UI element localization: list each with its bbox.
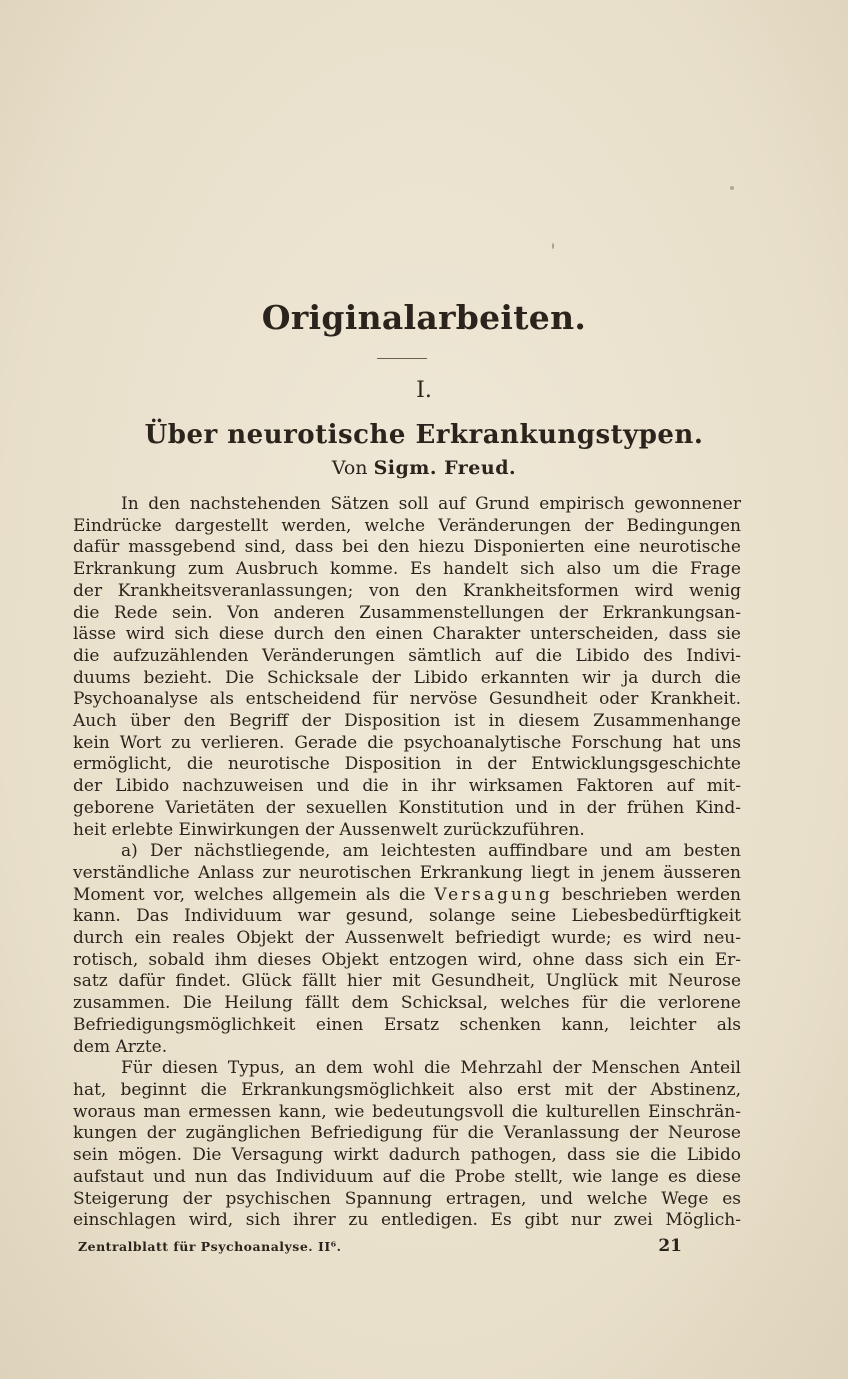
text-line: lässe wird sich diese durch den einen Charakter unterscheiden, dass sie — [73, 624, 741, 645]
author-name: Sigm. Freud. — [373, 457, 517, 479]
text-line: zusammen. Die Heilung fällt dem Schicksal, welches für die verlorene — [73, 993, 741, 1014]
paper-speck — [730, 186, 734, 190]
text-line: hat, beginnt die Erkrankungsmöglichkeit also erst mit der Abstinenz, — [73, 1079, 741, 1100]
text-line: Steigerung der psychischen Spannung ertragen, und welche Wege es — [73, 1188, 741, 1209]
text-line: heit erlebte Einwirkungen der Aussenwelt zurückzuführen. — [73, 819, 585, 840]
emphasized-term: Versagung — [434, 884, 553, 905]
text-line: kann. Das Individuum war gesund, solange seine Liebesbedürftigkeit — [73, 906, 741, 927]
text-line: Eindrücke dargestellt werden, welche Veränderungen der Bedingungen — [73, 515, 741, 536]
section-title: Originalarbeiten. — [261, 298, 587, 337]
paragraph — [73, 1058, 741, 1232]
text-line: duums bezieht. Die Schicksale der Libido erkannten wir ja durch die — [73, 667, 741, 688]
journal-reference: Zentralblatt für Psychoanalyse. II⁶. — [78, 1239, 342, 1254]
text-line: die Rede sein. Von anderen Zusammenstellungen der Erkrankungsan- — [73, 602, 741, 623]
divider-rule — [377, 358, 427, 359]
text-line: einschlagen wird, sich ihrer zu entledigen. Es gibt nur zwei Möglich- — [73, 1210, 741, 1231]
text-line: Erkrankung zum Ausbruch komme. Es handelt sich also um die Frage — [73, 559, 741, 580]
page-number: 21 — [658, 1236, 682, 1256]
text-line: die aufzuzählenden Veränderungen sämtlich auf die Libido des Indivi- — [73, 645, 741, 666]
body-text — [73, 494, 741, 1232]
article-title: Über neurotische Erkrankungstypen. — [144, 420, 704, 450]
text-line: sein mögen. Die Versagung wirkt dadurch pathogen, dass sie die Libido — [73, 1145, 741, 1166]
text-line: Für diesen Typus, an dem wohl die Mehrzahl der Menschen Anteil — [121, 1058, 741, 1079]
text-line: woraus man ermessen kann, wie bedeutungsvoll die kulturellen Einschrän- — [73, 1101, 741, 1122]
text-line: Moment vor, welches allgemein als die Versagung beschrieben werden — [73, 884, 741, 905]
paper-speck — [552, 243, 554, 249]
byline — [0, 457, 848, 479]
text-line: In den nachstehenden Sätzen soll auf Grund empirisch gewonnener — [121, 494, 741, 514]
text-line: ermöglicht, die neurotische Disposition in der Entwicklungsgeschichte — [73, 754, 741, 775]
article-numeral: I. — [416, 378, 432, 403]
byline-prefix: Von — [331, 457, 368, 479]
paragraph — [73, 841, 741, 1058]
text-line: der Krankheitsveranlassungen; von den Krankheitsformen wird wenig — [73, 580, 741, 601]
text-line: Befriedigungsmöglichkeit einen Ersatz schenken kann, leichter als — [73, 1014, 741, 1035]
page-footer — [78, 1236, 682, 1256]
text-line: durch ein reales Objekt der Aussenwelt befriedigt wurde; es wird neu- — [73, 928, 741, 949]
text-line: aufstaut und nun das Individuum auf die Probe stellt, wie lange es diese — [73, 1166, 741, 1187]
text-line: rotisch, sobald ihm dieses Objekt entzogen wird, ohne dass sich ein Er- — [73, 949, 741, 970]
paragraph — [73, 494, 741, 841]
text-line: a) Der nächstliegende, am leichtesten auffindbare und am besten — [121, 841, 741, 862]
text-line: geborene Varietäten der sexuellen Konstitution und in der frühen Kind- — [73, 797, 741, 818]
text-line: kein Wort zu verlieren. Gerade die psychoanalytische Forschung hat uns — [73, 732, 741, 753]
text-line: Psychoanalyse als entscheidend für nervöse Gesundheit oder Krankheit. — [73, 689, 741, 710]
text-line: Auch über den Begriff der Disposition ist in diesem Zusammenhange — [73, 711, 741, 732]
text-line: der Libido nachzuweisen und die in ihr wirksamen Faktoren auf mit- — [73, 776, 741, 797]
text-line: kungen der zugänglichen Befriedigung für die Veranlassung der Neurose — [73, 1123, 741, 1144]
text-line: satz dafür findet. Glück fällt hier mit Gesundheit, Unglück mit Neurose — [73, 971, 741, 992]
text-line: dem Arzte. — [73, 1036, 168, 1057]
text-line: dafür massgebend sind, dass bei den hiezu Disponierten eine neurotische — [73, 537, 741, 558]
text-line: verständliche Anlass zur neurotischen Erkrankung liegt in jenem äusseren — [73, 862, 741, 883]
